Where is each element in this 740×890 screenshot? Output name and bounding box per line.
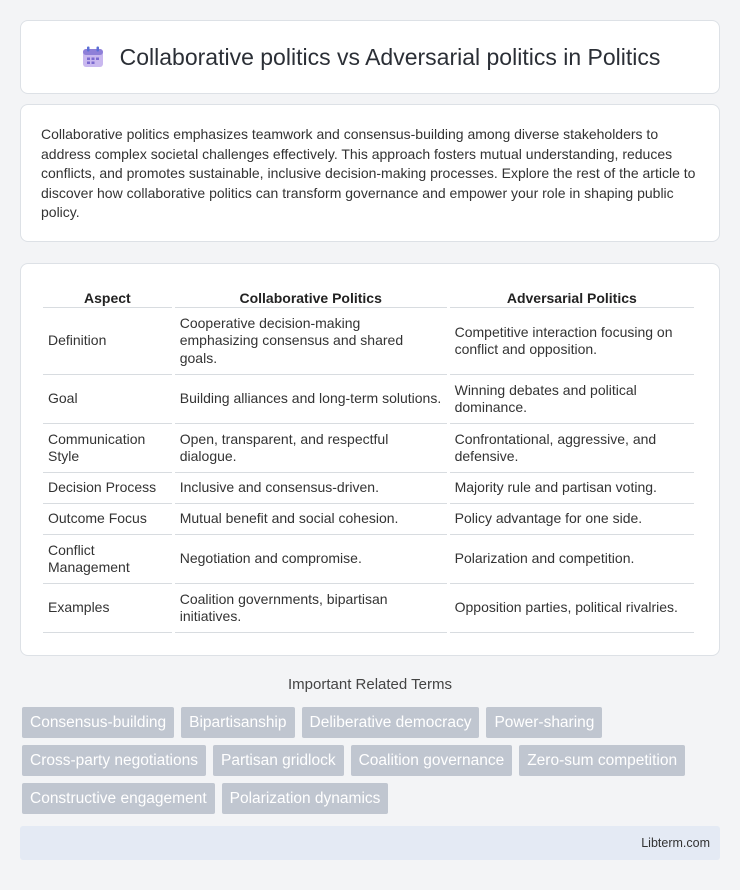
related-term-tag[interactable]: Polarization dynamics bbox=[222, 783, 389, 814]
related-terms-title: Important Related Terms bbox=[288, 676, 452, 693]
intro-card bbox=[20, 104, 720, 242]
related-term-tag[interactable]: Partisan gridlock bbox=[213, 745, 344, 776]
table-cell: Majority rule and partisan voting. bbox=[450, 473, 694, 504]
related-term-tag[interactable]: Consensus-building bbox=[22, 707, 174, 738]
footer-site-link[interactable]: Libterm.com bbox=[641, 836, 710, 850]
related-term-tag[interactable]: Cross-party negotiations bbox=[22, 745, 206, 776]
table-cell: Negotiation and compromise. bbox=[175, 535, 447, 584]
table-cell: Coalition governments, bipartisan initiatives. bbox=[175, 584, 447, 633]
table-cell: Definition bbox=[43, 308, 172, 375]
table-row bbox=[43, 535, 694, 584]
table-cell: Inclusive and consensus-driven. bbox=[175, 473, 447, 504]
comparison-table bbox=[40, 282, 697, 633]
table-cell: Goal bbox=[43, 375, 172, 424]
table-row bbox=[43, 308, 694, 375]
related-term-tag[interactable]: Constructive engagement bbox=[22, 783, 215, 814]
table-cell: Mutual benefit and social cohesion. bbox=[175, 504, 447, 535]
table-cell: Building alliances and long-term solutions. bbox=[175, 375, 447, 424]
table-cell: Cooperative decision-making emphasizing consensus and shared goals. bbox=[175, 308, 447, 375]
table-row bbox=[43, 584, 694, 633]
related-terms-list bbox=[22, 707, 722, 814]
table-cell: Decision Process bbox=[43, 473, 172, 504]
related-term-tag[interactable]: Power-sharing bbox=[486, 707, 602, 738]
header-collaborative: Collaborative Politics bbox=[175, 282, 447, 308]
table-row bbox=[43, 424, 694, 473]
header-aspect: Aspect bbox=[43, 282, 172, 308]
related-term-tag[interactable]: Deliberative democracy bbox=[302, 707, 480, 738]
table-cell: Open, transparent, and respectful dialogue. bbox=[175, 424, 447, 473]
table-cell: Examples bbox=[43, 584, 172, 633]
table-cell: Communication Style bbox=[43, 424, 172, 473]
related-term-tag[interactable]: Coalition governance bbox=[351, 745, 513, 776]
table-cell: Conflict Management bbox=[43, 535, 172, 584]
related-term-tag[interactable]: Bipartisanship bbox=[181, 707, 294, 738]
table-cell: Confrontational, aggressive, and defensive. bbox=[450, 424, 694, 473]
footer bbox=[20, 826, 720, 860]
table-row bbox=[43, 473, 694, 504]
table-cell: Competitive interaction focusing on conflict and opposition. bbox=[450, 308, 694, 375]
table-header-row bbox=[43, 282, 694, 308]
table-cell: Polarization and competition. bbox=[450, 535, 694, 584]
table-row bbox=[43, 375, 694, 424]
header-card bbox=[20, 20, 720, 94]
table-cell: Winning debates and political dominance. bbox=[450, 375, 694, 424]
intro-text: Collaborative politics emphasizes teamwork and consensus-building among diverse stakeholders to address complex societal challenges effectively. This approach fosters mutual understanding, reduces conflicts, and promotes sustainable, inclusive decision-making processes. Explore the rest of the article to discover how collaborative politics can transform governance and empower your role in shaping public policy. bbox=[41, 126, 696, 221]
table-cell: Opposition parties, political rivalries. bbox=[450, 584, 694, 633]
calendar-icon bbox=[80, 44, 106, 70]
table-row bbox=[43, 504, 694, 535]
table-cell: Policy advantage for one side. bbox=[450, 504, 694, 535]
comparison-table-card bbox=[20, 263, 720, 656]
table-cell: Outcome Focus bbox=[43, 504, 172, 535]
related-term-tag[interactable]: Zero-sum competition bbox=[519, 745, 685, 776]
header-adversarial: Adversarial Politics bbox=[450, 282, 694, 308]
page-title: Collaborative politics vs Adversarial politics in Politics bbox=[119, 43, 661, 70]
